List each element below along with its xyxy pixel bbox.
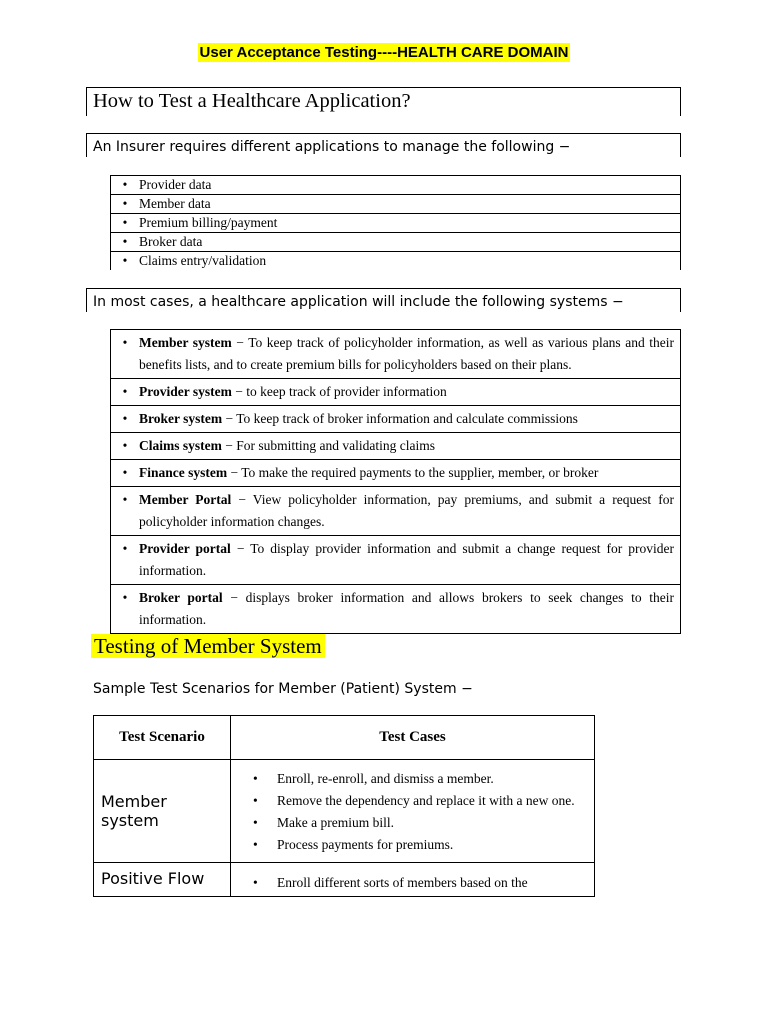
section-heading-text: Testing of Member System [91, 634, 325, 658]
system-name: Member system [139, 335, 232, 350]
list-item [253, 768, 588, 790]
system-name: Claims system [139, 438, 222, 453]
column-header-test-cases: Test Cases [231, 716, 595, 760]
system-name: Broker portal [139, 590, 223, 605]
data-list [110, 175, 681, 270]
systems-intro-text: In most cases, a healthcare application will include the following systems − [93, 294, 624, 310]
case-text: Enroll, re-enroll, and dismiss a member. [277, 771, 494, 786]
bullet-icon: • [122, 253, 128, 268]
table-row [111, 379, 681, 406]
table-row [111, 585, 681, 634]
table-row [111, 406, 681, 433]
system-desc: − To keep track of policyholder information, as well as various plans and their benefits lists, and to create premium bills for policyholders based on their plans. [139, 335, 674, 372]
cases-cell [231, 863, 595, 897]
list-item-text: Broker data [139, 234, 203, 249]
bullet-icon: • [253, 793, 258, 808]
bullet-icon: • [253, 837, 258, 852]
cases-cell [231, 760, 595, 863]
system-name: Finance system [139, 465, 228, 480]
bullet-icon: • [122, 196, 128, 211]
sample-text: Sample Test Scenarios for Member (Patient) System − [93, 681, 473, 697]
intro-box [86, 133, 681, 157]
table-header-row [94, 716, 595, 760]
heading-box [86, 87, 681, 116]
list-item [111, 176, 681, 195]
bullet-icon: • [122, 384, 128, 399]
case-text: Make a premium bill. [277, 815, 394, 830]
system-desc: − View policyholder information, pay premiums, and submit a request for policyholder information changes. [139, 492, 674, 529]
list-item-text: Claims entry/validation [139, 253, 267, 268]
list-item-text: Provider data [139, 177, 212, 192]
page-heading: How to Test a Healthcare Application? [93, 90, 411, 112]
list-item-text: Member data [139, 196, 211, 211]
systems-intro-box [86, 288, 681, 312]
list-item [111, 214, 681, 233]
intro-text: An Insurer requires different applications to manage the following − [93, 139, 571, 155]
bullet-icon: • [253, 815, 258, 830]
system-desc: − To keep track of broker information and calculate commissions [222, 411, 578, 426]
table-row [111, 433, 681, 460]
case-text: Process payments for premiums. [277, 837, 454, 852]
list-item-text: Premium billing/payment [139, 215, 278, 230]
scenario-cell: Member system [94, 760, 231, 863]
system-desc: − to keep track of provider information [231, 384, 447, 399]
bullet-icon: • [122, 492, 128, 507]
table-row [94, 760, 595, 863]
section-heading [91, 634, 325, 659]
bullet-icon: • [122, 234, 128, 249]
table-row [111, 536, 681, 585]
bullet-icon: • [122, 541, 128, 556]
system-desc: − To make the required payments to the supplier, member, or broker [227, 465, 599, 480]
bullet-icon: • [122, 465, 128, 480]
table-row [94, 863, 595, 897]
list-item [253, 872, 588, 894]
system-name: Broker system [139, 411, 223, 426]
list-item [253, 812, 588, 834]
bullet-icon: • [122, 590, 128, 605]
list-item [253, 790, 588, 812]
system-name: Provider system [139, 384, 232, 399]
bullet-icon: • [122, 411, 128, 426]
bullet-icon: • [122, 335, 128, 350]
document-title-text: User Acceptance Testing----HEALTH CARE DOMAIN [199, 44, 569, 61]
system-desc: − displays broker information and allows brokers to seek changes to their information. [139, 590, 674, 627]
bullet-icon: • [122, 438, 128, 453]
bullet-icon: • [253, 771, 258, 786]
system-desc: − For submitting and validating claims [221, 438, 435, 453]
scenario-table [93, 715, 595, 897]
list-item [111, 233, 681, 252]
table-row [111, 487, 681, 536]
case-text: Remove the dependency and replace it with a new one. [277, 793, 575, 808]
list-item [111, 195, 681, 214]
systems-list [110, 329, 681, 634]
table-row [111, 460, 681, 487]
list-item [111, 252, 681, 271]
bullet-icon: • [253, 875, 258, 890]
column-header-test-scenario: Test Scenario [94, 716, 231, 760]
table-row [111, 330, 681, 379]
system-desc: − To display provider information and submit a change request for provider information. [139, 541, 674, 578]
system-name: Member Portal [139, 492, 232, 507]
bullet-icon: • [122, 215, 128, 230]
scenario-cell: Positive Flow [94, 863, 231, 897]
list-item [253, 834, 588, 856]
bullet-icon: • [122, 177, 128, 192]
case-text: Enroll different sorts of members based on the [277, 875, 528, 890]
document-title [0, 44, 768, 61]
system-name: Provider portal [139, 541, 231, 556]
